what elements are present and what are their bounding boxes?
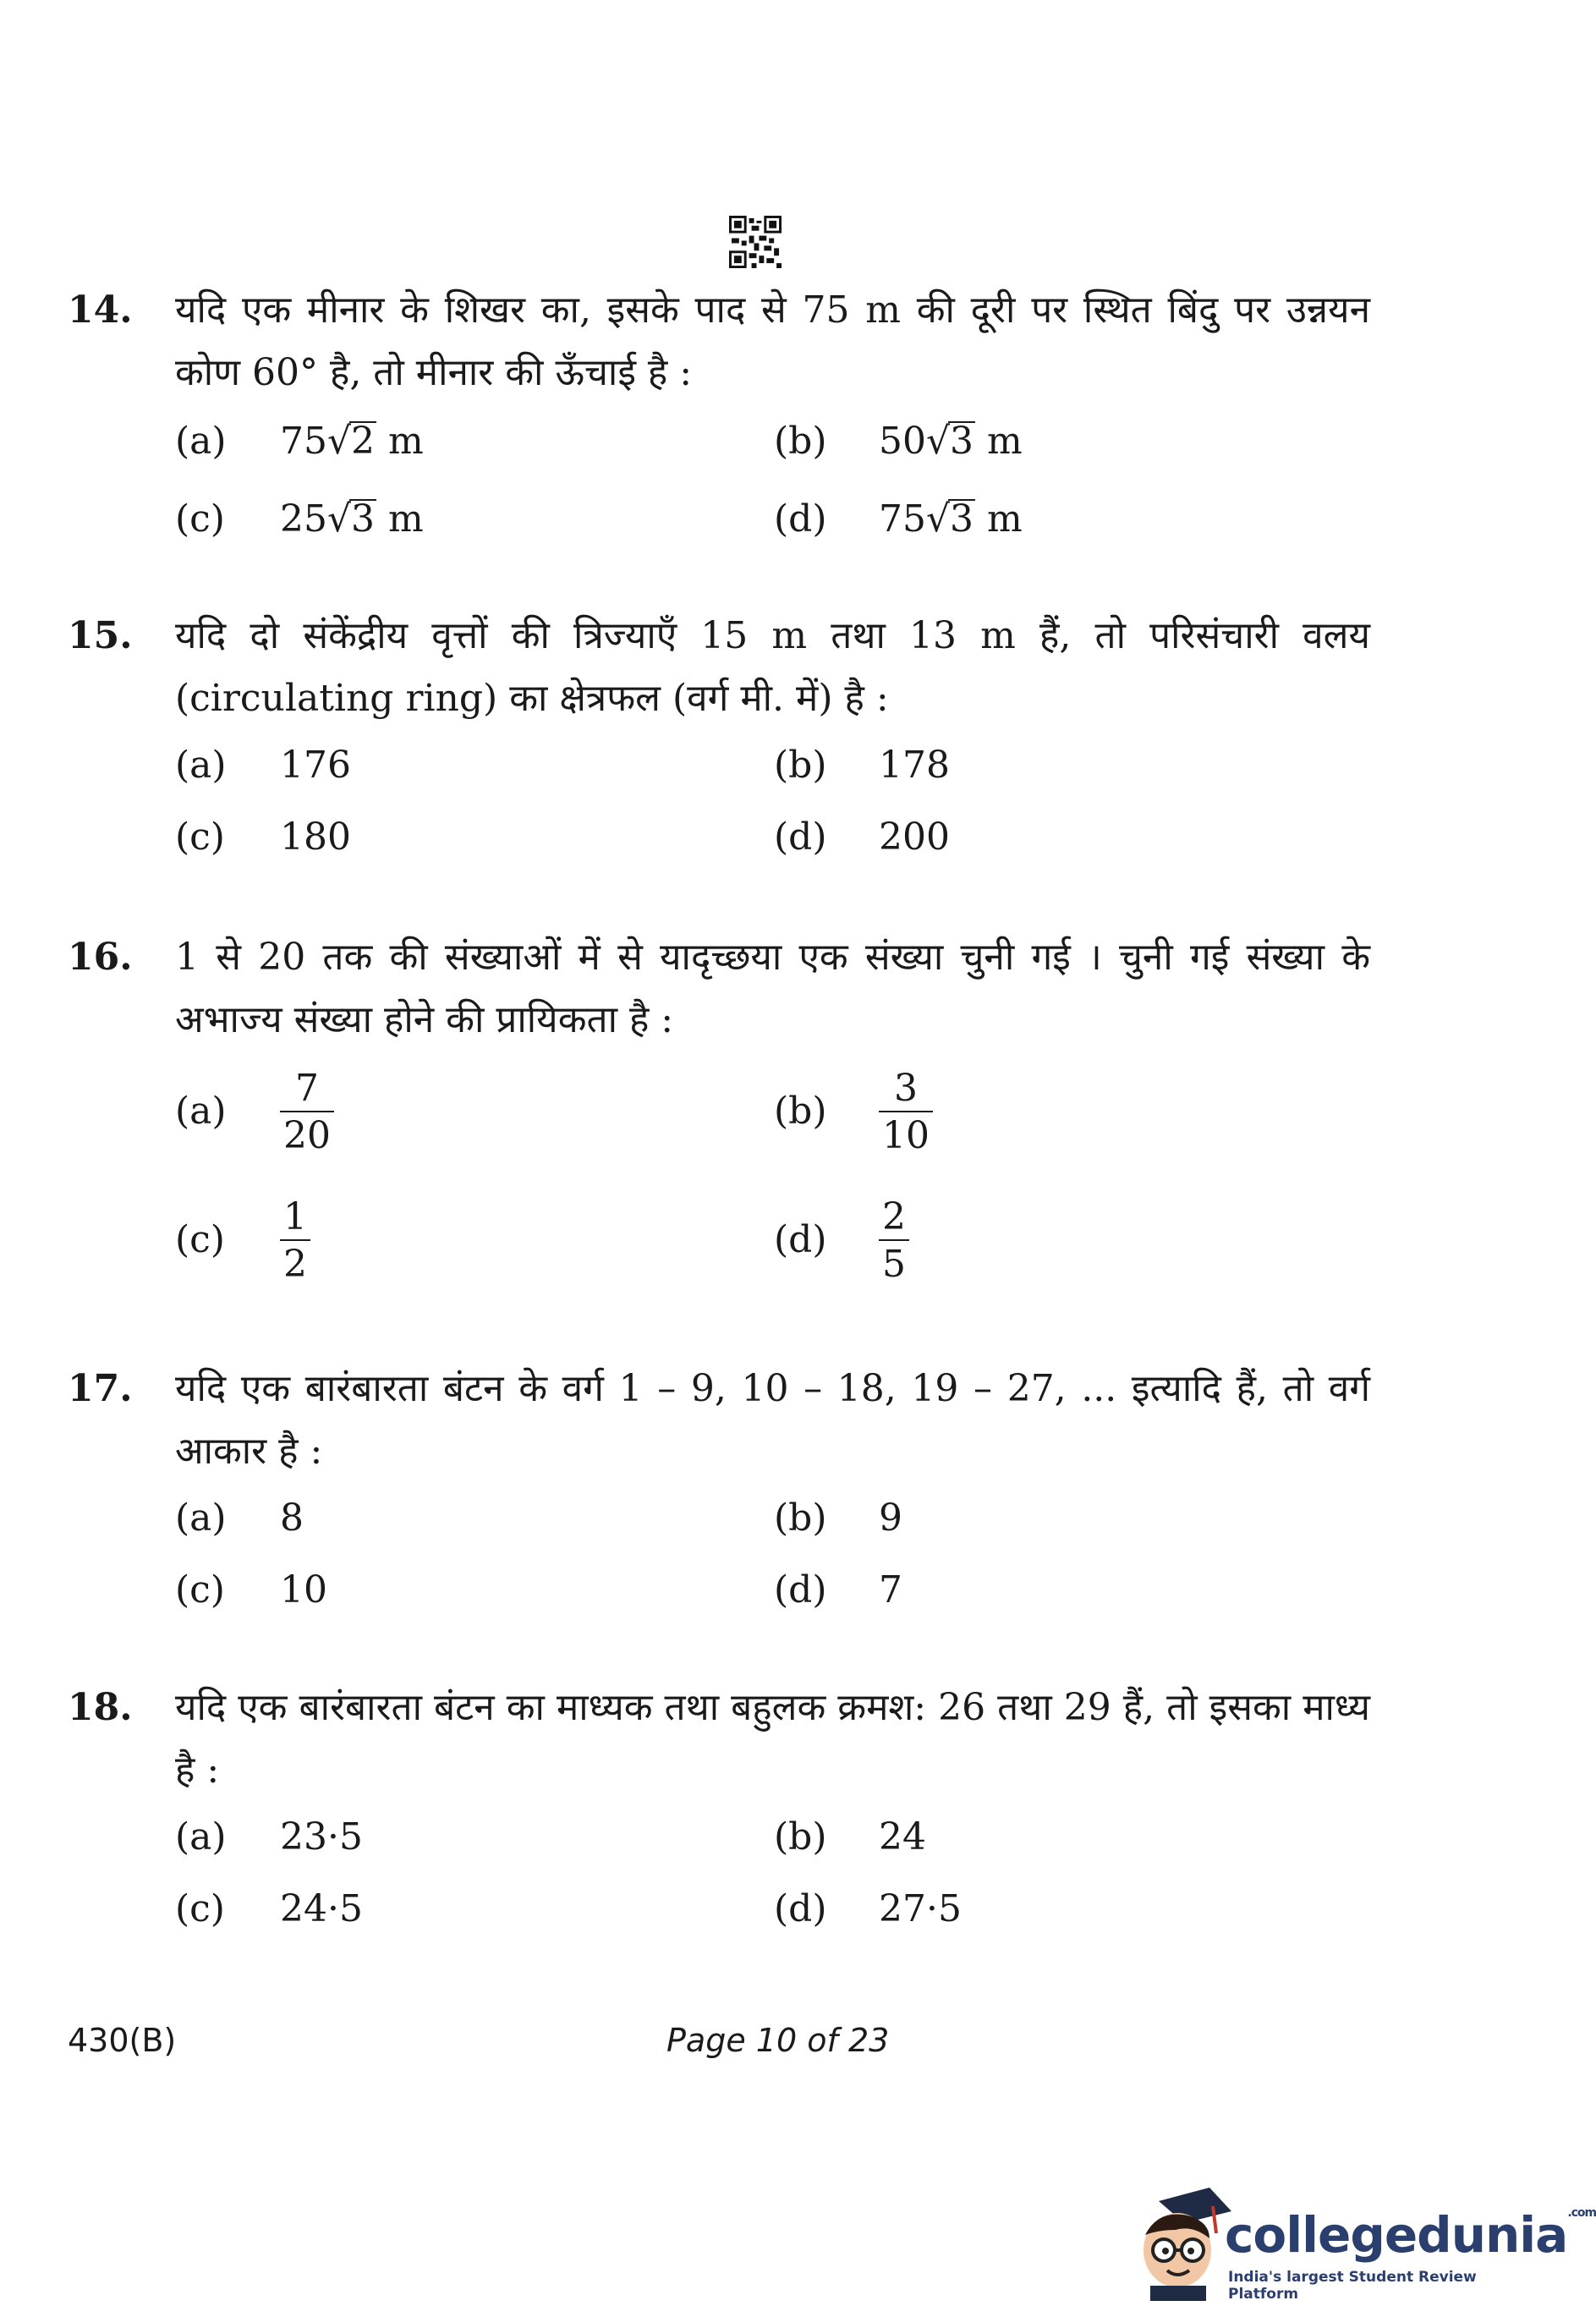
question-14 — [68, 279, 1370, 574]
option-b[interactable]: (b) 24 — [774, 1815, 926, 1859]
option-a[interactable]: (a) $\frac{7}{20}$ — [175, 1067, 334, 1160]
option-d[interactable]: (d) 200 — [774, 815, 950, 859]
option-a[interactable]: (a) 8 — [175, 1496, 304, 1540]
qr-code-icon — [729, 216, 782, 268]
option-d[interactable]: (d) 75√3 m — [774, 497, 1023, 541]
option-a[interactable]: (a) 23·5 — [175, 1815, 363, 1859]
logo-wordmark: collegedunia$^{.com}$ — [1225, 2206, 1596, 2264]
option-c[interactable]: (c) 24·5 — [175, 1887, 363, 1930]
question-text: यदि एक मीनार के शिखर का, इसके पाद से 75 m की दूरी पर स्थित बिंदु पर उन्नयन कोण 60° है, तो मीनार की ऊँचाई है : — [175, 288, 1370, 394]
option-b[interactable]: (b) 178 — [774, 744, 950, 787]
options — [175, 1802, 1370, 1963]
option-a[interactable]: (a) 75√2 m — [175, 420, 424, 463]
option-d[interactable]: (d) 27·5 — [774, 1887, 962, 1930]
question-text: यदि एक बारंबारता बंटन के वर्ग 1 – 9, 10 – 18, 19 – 27, ... इत्यादि हैं, तो वर्ग आकार है : — [175, 1367, 1370, 1473]
option-b[interactable]: (b) $\frac{3}{10}$ — [774, 1067, 933, 1160]
option-d[interactable]: (d) 7 — [774, 1568, 902, 1611]
logo-tagline: India's largest Student Review Platform — [1228, 2269, 1477, 2303]
option-c[interactable]: (c) 25√3 m — [175, 497, 424, 541]
question-number: 15. — [68, 614, 133, 657]
option-b[interactable]: (b) 9 — [774, 1496, 902, 1540]
mascot-icon — [1125, 2182, 1235, 2301]
option-c[interactable]: (c) $\frac{1}{2}$ — [175, 1195, 310, 1288]
question-text: यदि एक बारंबारता बंटन का माध्यक तथा बहुलक क्रमश: 26 तथा 29 हैं, तो इसका माध्य है : — [175, 1686, 1370, 1792]
paper-code: 430(B) — [68, 2022, 177, 2059]
question-text: यदि दो संकेंद्रीय वृत्तों की त्रिज्याएँ 15 m तथा 13 m हैं, तो परिसंचारी वलय (circulating ring) का क्षेत्रफल (वर्ग मी. में) है : — [175, 614, 1370, 720]
question-number: 14. — [68, 288, 133, 332]
options — [175, 730, 1370, 891]
question-18 — [68, 1677, 1370, 1963]
question-text: 1 से 20 तक की संख्याओं में से यादृच्छया एक संख्या चुनी गई । चुनी गई संख्या के अभाज्य संख्या होने की प्रायिकता है : — [175, 936, 1370, 1041]
option-b[interactable]: (b) 50√3 m — [774, 420, 1023, 463]
options — [175, 1483, 1370, 1644]
question-15 — [68, 605, 1370, 891]
collegedunia-logo[interactable] — [1125, 2182, 1596, 2303]
question-17 — [68, 1358, 1370, 1644]
page-indicator: Page 10 of 23 — [666, 2022, 890, 2059]
option-c[interactable]: (c) 180 — [175, 815, 351, 859]
question-number: 18. — [68, 1686, 133, 1729]
option-c[interactable]: (c) 10 — [175, 1568, 327, 1611]
option-a[interactable]: (a) 176 — [175, 744, 351, 787]
question-number: 16. — [68, 936, 133, 979]
question-16 — [68, 926, 1370, 1339]
option-d[interactable]: (d) $\frac{2}{5}$ — [774, 1195, 909, 1288]
question-number: 17. — [68, 1367, 133, 1410]
options — [175, 404, 1370, 574]
options — [175, 1051, 1370, 1339]
